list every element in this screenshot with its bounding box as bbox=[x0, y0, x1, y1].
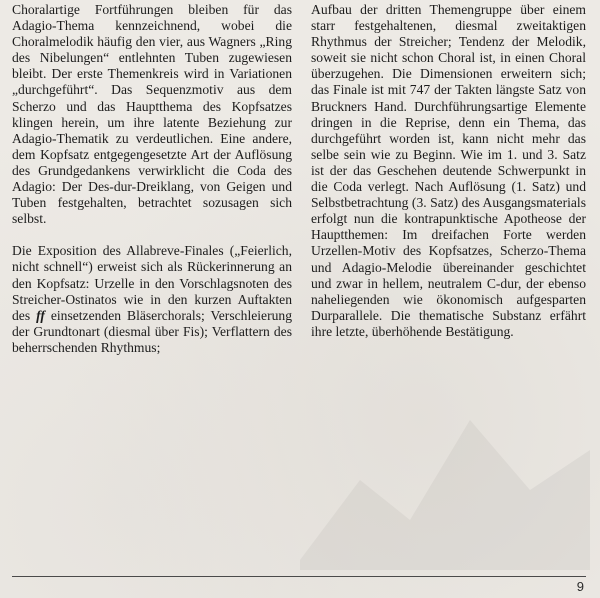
background-illustration bbox=[300, 360, 590, 570]
right-text-column bbox=[311, 2, 586, 340]
right-paragraph-1: Aufbau der dritten Themengruppe über einem starr festgehaltenen, diesmal zweitaktigen Rhythmus der Streicher; Tendenz der Melodik, soweit sie nicht schon Choral ist, in einen Choral überzugehen. Die Dimensionen erweitern sich; das Finale ist mit 747 der Takten längste Satz von Bruckners Hand. Durchführungsartige Elemente dringen in die Reprise, denn ein Thema, das durchgeführt worden ist, kann nicht mehr das selbe sein wie zu Beginn. Wie im 1. und 3. Satz ist der das Geschehen deutende Schwerpunkt in die Coda verlegt. Nach Auflösung (1. Satz) und Selbstbetrachtung (3. Satz) des Ausgangsmaterials erfolgt nun die kontrapunktische Apotheose der Hauptthemen: Im dreifachen Forte werden Urzellen-Motiv des Kopfsatzes, Scherzo-Thema und Adagio-Melodie übereinander geschichtet und zwar in hellem, neutralem C-dur, der ebenso naheliegenden wie ökonomisch aufgesparten Durparallele. Die thematische Substanz erfährt ihre letzte, überhöhende Bestätigung. bbox=[311, 2, 586, 339]
fortissimo-mark: ff bbox=[36, 307, 45, 323]
left-text-column bbox=[12, 2, 292, 356]
left-paragraph-2-part-1: Die Exposition des Allabreve-Finales („Feierlich, nicht schnell“) erweist sich als Rückerinnerung an den Kopfsatz: Urzelle in den Vorschlagsnoten des Streicher-Ostinatos wie in den kurzen Auftakten des bbox=[12, 243, 292, 323]
left-paragraph-2-part-2: einsetzenden Bläserchorals; Verschleierung der Grundtonart (diesmal über Fis); Verflattern des beherrschenden Rhythmus; bbox=[12, 307, 292, 355]
page-number: 9 bbox=[576, 579, 584, 594]
left-paragraph-2 bbox=[12, 243, 292, 356]
left-paragraph-1: Choralartige Fortführungen bleiben für das Adagio-Thema kennzeichnend, wobei die Choralmelodik häufig den vier, aus Wagners „Ring des Nibelungen“ entlehnten Tuben zugewiesen bleibt. Der erste Themenkreis wird in Variationen „durchgeführt“. Das Sequenzmotiv aus dem Scherzo und das Hauptthema des Kopfsatzes klingen herein, um ihre latente Beziehung zur Adagio-Thematik zu verdeutlichen. Eine andere, dem Kopfsatz entgegengesetzte Art der Auflösung des Grundgedankens verwirklicht die Coda des Adagio: Der Des-dur-Dreiklang, von Geigen und Tuben festgehalten, betrachtet sozusagen sich selbst. bbox=[12, 2, 292, 227]
footer-rule bbox=[12, 576, 586, 577]
